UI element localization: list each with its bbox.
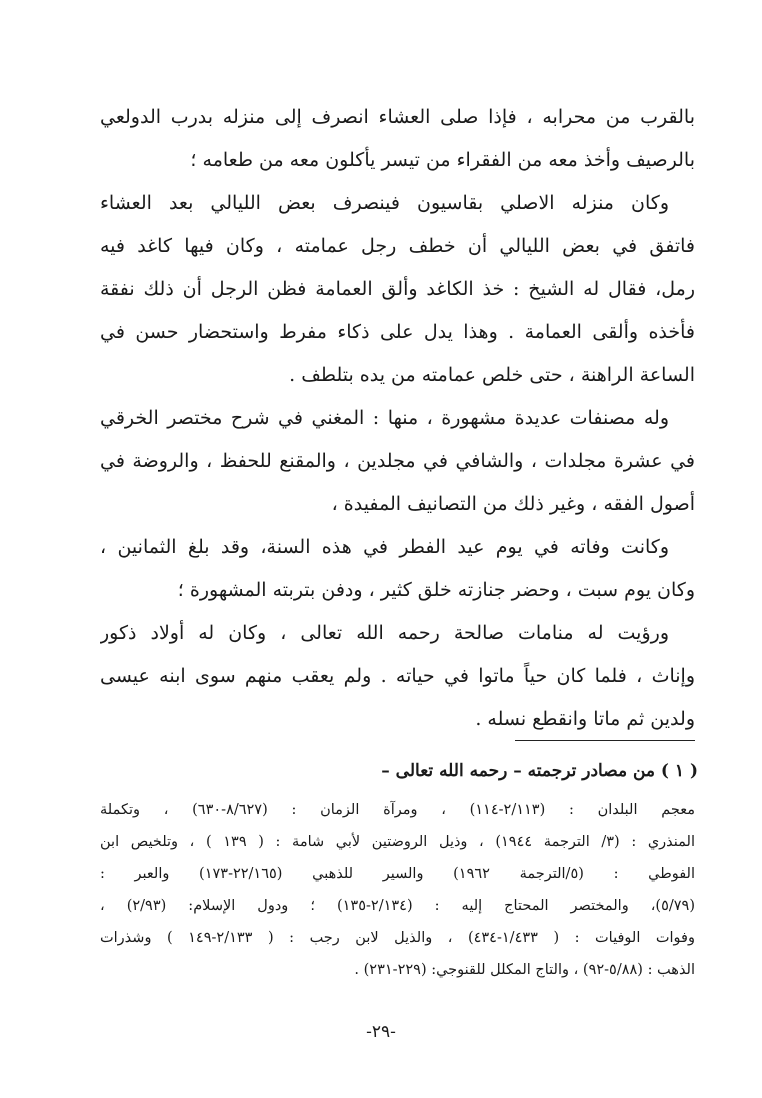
footnote-line: الفوطي : (٥/الترجمة ١٩٦٢) والسير للذهبي (٢٢/١٦٥-١٧٣) والعبر : <box>100 866 695 882</box>
main-text <box>100 96 695 741</box>
footnote-line: معجم البلدان : (٢/١١٣-١١٤) ، ومرآة الزمان : (٨/٦٢٧-٦٣٠) ، وتكملة <box>100 802 695 818</box>
footnote-line: وفوات الوفيات : ( ١/٤٣٣-٤٣٤) ، والذيل لابن رجب : ( ٢/١٣٣-١٤٩ ) وشذرات <box>100 930 695 946</box>
text-line: ولدين ثم ماتا وانقطع نسله . <box>475 708 695 730</box>
footnote-title: ( ١ ) من مصادر ترجمته – رحمه الله تعالى – <box>381 761 698 781</box>
text-line: فأخذه وألقى العمامة . وهذا يدل على ذكاء مفرط واستحضار حسن في <box>100 321 695 343</box>
footnote-line: الذهب : (٥/٨٨-٩٢) ، والتاج المكلل للقنوجي: (٢٢٩-٢٣١) . <box>354 962 695 978</box>
paragraph-start-line: وله مصنفات عديدة مشهورة ، منها : المغني في شرح مختصر الخرقي <box>100 407 669 429</box>
text-line: وإناث ، فلما كان حياً ماتوا في حياته . ولم يعقب منهم سوى ابنه عيسى <box>100 665 695 687</box>
footnote-text <box>100 794 695 986</box>
footnote-separator <box>515 740 695 741</box>
paragraph-start-line: وكانت وفاته في يوم عيد الفطر في هذه السنة، وقد بلغ الثمانين ، <box>100 536 669 558</box>
text-line: رمل، فقال له الشيخ : خذ الكاغد وألق العمامة فظن الرجل أن ذلك نفقة <box>100 278 695 300</box>
text-line: أصول الفقه ، وغير ذلك من التصانيف المفيدة ، <box>331 493 695 515</box>
footnote-line: (٥/٧٩)، والمختصر المحتاج إليه : (٢/١٣٤-١٣٥) ؛ ودول الإسلام: (٢/٩٣) ، <box>100 898 695 914</box>
footnote-line: المنذري : (٣/ الترجمة ١٩٤٤) ، وذيل الروضتين لأبي شامة : ( ١٣٩ ) ، وتلخيص ابن <box>100 834 695 850</box>
text-line: فاتفق في بعض الليالي أن خطف رجل عمامته ، وكان فيها كاغد فيه <box>100 235 695 257</box>
page-number: -٢٩- <box>366 1022 396 1042</box>
text-line: بالقرب من محرابه ، فإذا صلى العشاء انصرف إلى منزله بدرب الدولعي <box>100 106 695 128</box>
text-line: وكان يوم سبت ، وحضر جنازته خلق كثير ، ودفن بتربته المشهورة ؛ <box>177 579 695 601</box>
text-line: الساعة الراهنة ، حتى خلص عمامته من يده بتلطف . <box>289 364 695 386</box>
text-line: بالرصيف وأخذ معه من الفقراء من تيسر يأكلون معه من طعامه ؛ <box>190 149 695 171</box>
text-line: في عشرة مجلدات ، والشافي في مجلدين ، والمقنع للحفظ ، والروضة في <box>100 450 695 472</box>
paragraph-start-line: ورؤيت له منامات صالحة رحمه الله تعالى ، وكان له أولاد ذكور <box>100 622 669 644</box>
paragraph-start-line: وكان منزله الاصلي بقاسيون فينصرف بعض الليالي بعد العشاء <box>100 192 669 214</box>
